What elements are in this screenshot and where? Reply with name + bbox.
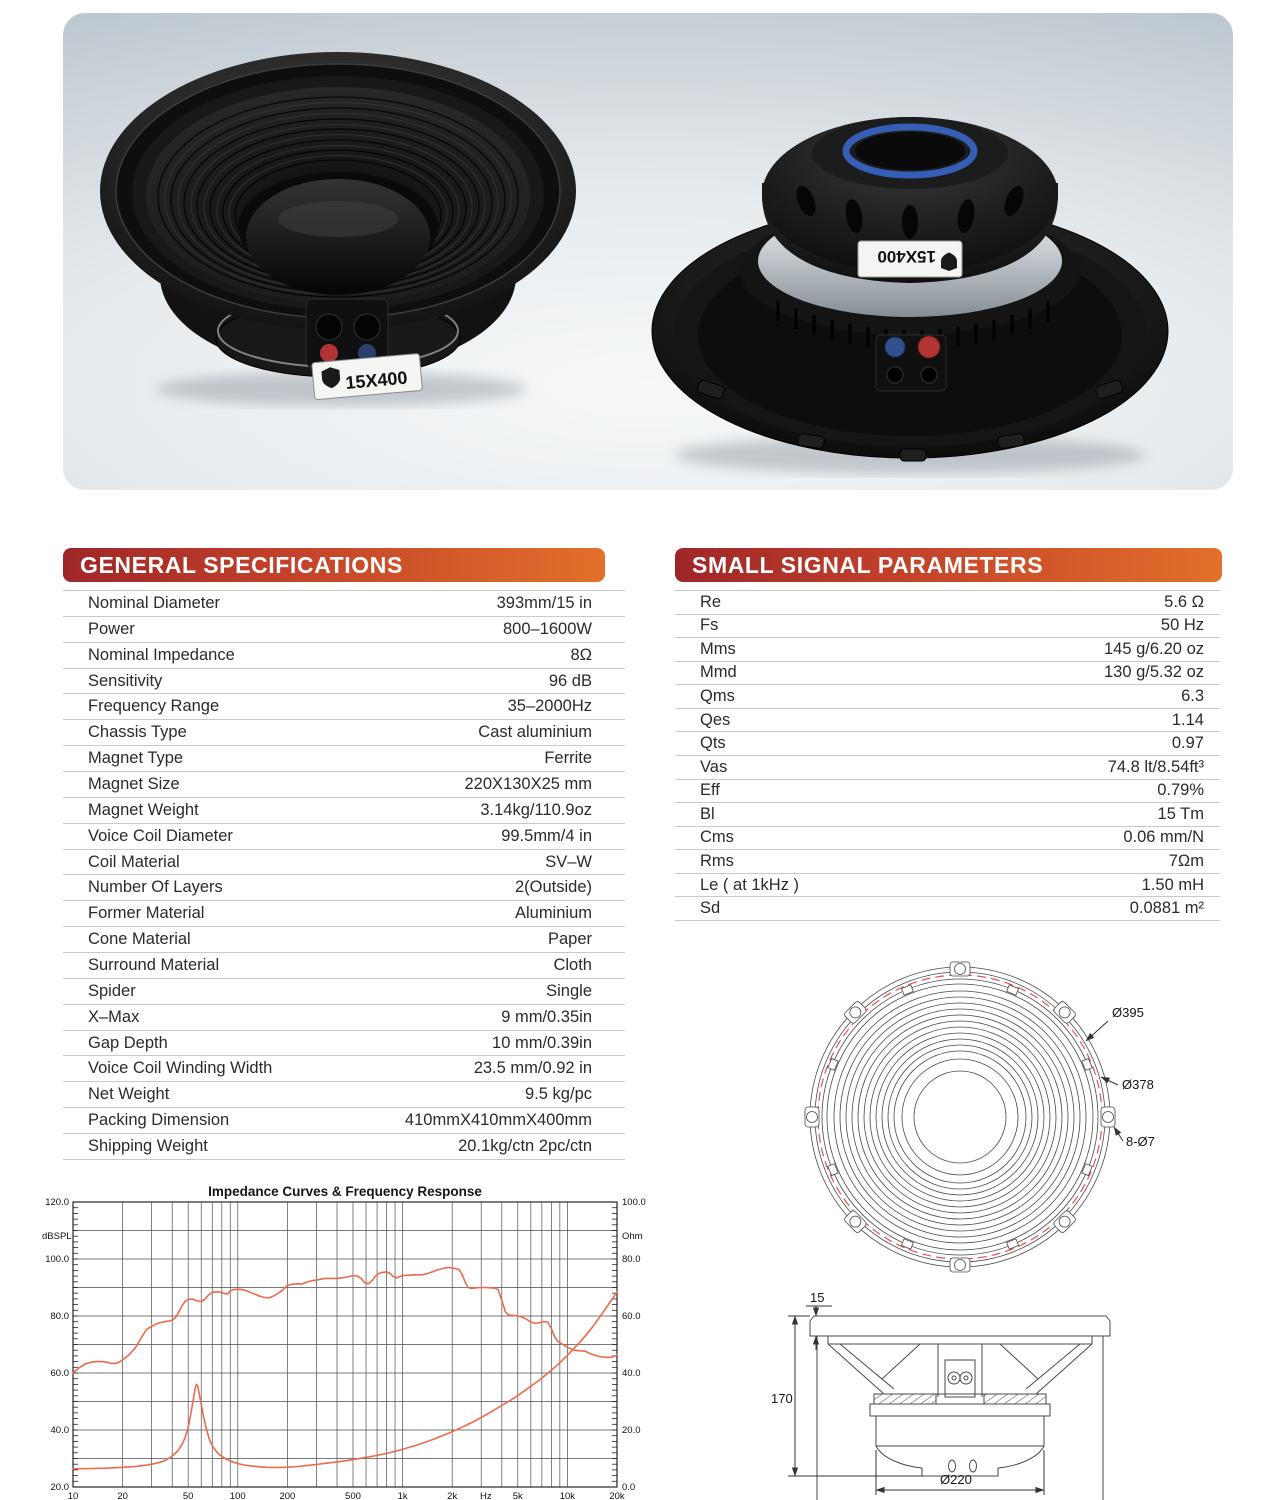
spec-label: Voice Coil Diameter bbox=[88, 826, 233, 845]
front-view-drawing bbox=[805, 962, 1155, 1272]
spec-row bbox=[63, 875, 625, 901]
spec-label: Number Of Layers bbox=[88, 878, 223, 897]
spec-label: Coil Material bbox=[88, 852, 180, 871]
spec-row bbox=[675, 827, 1220, 851]
spec-label: Chassis Type bbox=[88, 723, 187, 742]
spec-label: Magnet Weight bbox=[88, 800, 199, 819]
svg-text:80.0: 80.0 bbox=[50, 1311, 69, 1322]
svg-text:0.0: 0.0 bbox=[622, 1482, 636, 1493]
product-photo-panel bbox=[63, 13, 1233, 490]
mounting-tab bbox=[1053, 1000, 1077, 1024]
mounting-tab bbox=[950, 962, 970, 976]
spec-value: 20.1kg/ctn 2pc/ctn bbox=[458, 1136, 592, 1155]
svg-text:500: 500 bbox=[345, 1491, 361, 1500]
terminal bbox=[921, 367, 937, 383]
model-label-plate-rear bbox=[858, 241, 962, 277]
spec-row bbox=[675, 591, 1220, 615]
spec-row bbox=[63, 1056, 625, 1082]
spec-label: Qms bbox=[700, 687, 735, 706]
spec-label: Vas bbox=[700, 757, 728, 776]
spec-row bbox=[63, 1082, 625, 1108]
spec-label: Nominal Impedance bbox=[88, 645, 235, 664]
terminal-negative-blue bbox=[885, 337, 905, 357]
spec-row bbox=[63, 901, 625, 927]
left-speaker-photo bbox=[83, 31, 588, 426]
spec-row bbox=[63, 617, 625, 643]
spec-row bbox=[63, 850, 625, 876]
spec-row bbox=[63, 1031, 625, 1057]
spec-label: Rms bbox=[700, 851, 734, 870]
spec-row bbox=[63, 669, 625, 695]
spec-value: 145 g/6.20 oz bbox=[1104, 639, 1204, 658]
spec-row bbox=[63, 1108, 625, 1134]
spec-value: 1.50 mH bbox=[1141, 875, 1204, 894]
dimension-label-flange-thickness: 15 bbox=[810, 1290, 825, 1305]
spec-value: 8Ω bbox=[570, 645, 592, 664]
spec-row bbox=[63, 720, 625, 746]
mounting-tab bbox=[1053, 1210, 1077, 1234]
spec-value: 393mm/15 in bbox=[496, 593, 592, 612]
spec-value: 3.14kg/110.9oz bbox=[480, 800, 592, 819]
svg-text:60.0: 60.0 bbox=[622, 1311, 641, 1322]
spec-row bbox=[675, 780, 1220, 804]
small-signal-parameters-header bbox=[675, 548, 1222, 582]
spec-row bbox=[63, 953, 625, 979]
spec-row bbox=[63, 772, 625, 798]
spec-row bbox=[675, 732, 1220, 756]
spec-value: Ferrite bbox=[544, 749, 592, 768]
spec-label: Frequency Range bbox=[88, 697, 220, 716]
terminal bbox=[887, 367, 903, 383]
svg-text:10k: 10k bbox=[559, 1491, 576, 1500]
spec-row bbox=[63, 824, 625, 850]
svg-text:20.0: 20.0 bbox=[622, 1425, 641, 1436]
small-signal-parameters-title: SMALL SIGNAL PARAMETERS bbox=[692, 552, 1044, 578]
terminal bbox=[316, 314, 342, 340]
small-signal-parameters-table bbox=[675, 590, 1220, 921]
spec-label: Re bbox=[700, 592, 722, 611]
spec-value: 9 mm/0.35in bbox=[501, 1007, 592, 1026]
spec-label: Surround Material bbox=[88, 955, 220, 974]
spec-label: Cms bbox=[700, 828, 734, 847]
spec-row bbox=[675, 897, 1220, 921]
spec-value: 50 Hz bbox=[1160, 616, 1204, 635]
spec-row bbox=[675, 638, 1220, 662]
spec-value: Cloth bbox=[553, 955, 592, 974]
rim-notch bbox=[828, 1164, 838, 1176]
model-label-text: 15X400 bbox=[344, 367, 409, 393]
svg-text:Hz: Hz bbox=[480, 1491, 492, 1500]
spec-value: Paper bbox=[547, 930, 592, 949]
spec-value: 96 dB bbox=[548, 671, 592, 690]
spec-label: Magnet Size bbox=[88, 774, 180, 793]
spec-row bbox=[63, 1134, 625, 1160]
svg-text:Impedance Curves & Frequency: Impedance Curves & Frequency Response bbox=[208, 1184, 482, 1199]
spec-row bbox=[675, 803, 1220, 827]
dimension-label-outer-diameter: Ø395 bbox=[1112, 1005, 1144, 1020]
spec-value: 220X130X25 mm bbox=[464, 774, 592, 793]
mounting-tab bbox=[805, 1107, 819, 1127]
spec-row bbox=[63, 979, 625, 1005]
spec-value: 0.97 bbox=[1171, 734, 1204, 753]
spec-row bbox=[675, 662, 1220, 686]
svg-text:100.0: 100.0 bbox=[622, 1197, 646, 1208]
spec-value: 99.5mm/4 in bbox=[501, 826, 592, 845]
spec-row bbox=[675, 756, 1220, 780]
spec-label: Qes bbox=[700, 710, 731, 729]
svg-text:50: 50 bbox=[182, 1491, 194, 1500]
spec-label: X–Max bbox=[88, 1007, 140, 1026]
spec-value: 130 g/5.32 oz bbox=[1104, 663, 1204, 682]
impedance-frequency-chart bbox=[40, 1183, 665, 1500]
spec-value: 35–2000Hz bbox=[507, 697, 592, 716]
svg-text:40.0: 40.0 bbox=[50, 1425, 69, 1436]
spec-value: 0.06 mm/N bbox=[1123, 828, 1204, 847]
spec-value: 9.5 kg/pc bbox=[525, 1085, 592, 1104]
spec-label: Magnet Type bbox=[88, 749, 184, 768]
spec-row bbox=[675, 615, 1220, 639]
svg-text:10: 10 bbox=[67, 1491, 79, 1500]
spec-value: 5.6 Ω bbox=[1164, 592, 1204, 611]
spec-row bbox=[63, 1005, 625, 1031]
spec-label: Voice Coil Winding Width bbox=[88, 1059, 273, 1078]
svg-text:dBSPL: dBSPL bbox=[42, 1231, 72, 1243]
spec-label: Spider bbox=[88, 981, 136, 1000]
dimension-label-bolt-circle: Ø378 bbox=[1122, 1077, 1154, 1092]
dimension-label-magnet-diameter: Ø220 bbox=[940, 1472, 972, 1487]
mounting-tab bbox=[950, 1258, 970, 1272]
terminal-positive-red bbox=[320, 344, 338, 362]
spec-row bbox=[675, 709, 1220, 733]
spec-value: 10 mm/0.39in bbox=[492, 1033, 592, 1052]
dimension-label-mounting-holes: 8-Ø7 bbox=[1126, 1134, 1155, 1149]
general-specifications-header bbox=[63, 548, 605, 582]
mounting-tab bbox=[843, 1210, 867, 1234]
spec-row bbox=[63, 643, 625, 669]
spec-label: Mmd bbox=[700, 663, 737, 682]
spec-value: SV–W bbox=[545, 852, 592, 871]
spec-value: 6.3 bbox=[1181, 687, 1204, 706]
spec-row bbox=[63, 746, 625, 772]
spec-label: Le ( at 1kHz ) bbox=[700, 875, 800, 894]
spec-row bbox=[675, 850, 1220, 874]
spec-label: Sd bbox=[700, 899, 721, 918]
dimension-label-total-height: 170 bbox=[771, 1391, 793, 1406]
spec-value: 800–1600W bbox=[503, 619, 592, 638]
spec-label: Nominal Diameter bbox=[88, 593, 221, 612]
spec-label: Net Weight bbox=[88, 1085, 170, 1104]
spec-row bbox=[63, 694, 625, 720]
svg-text:2k: 2k bbox=[447, 1491, 458, 1500]
spec-row bbox=[675, 685, 1220, 709]
svg-text:60.0: 60.0 bbox=[50, 1368, 69, 1379]
spec-value: 74.8 lt/8.54ft³ bbox=[1107, 757, 1204, 776]
bolt-circle-dashed bbox=[818, 975, 1102, 1259]
spec-row bbox=[63, 798, 625, 824]
rim-notch bbox=[1007, 985, 1019, 995]
spec-value: 1.14 bbox=[1171, 710, 1204, 729]
spec-value: 0.79% bbox=[1157, 781, 1204, 800]
spec-value: Cast aluminium bbox=[478, 723, 592, 742]
spec-label: Power bbox=[88, 619, 135, 638]
vent-mesh bbox=[855, 132, 965, 170]
spec-label: Bl bbox=[700, 804, 715, 823]
spec-row bbox=[63, 591, 625, 617]
model-label-text-rear: 15X400 bbox=[877, 247, 936, 266]
dust-cap-highlight bbox=[278, 201, 398, 237]
svg-text:40.0: 40.0 bbox=[622, 1368, 641, 1379]
spec-label: Cone Material bbox=[88, 930, 191, 949]
mounting-tab bbox=[1101, 1107, 1115, 1127]
spec-label: Packing Dimension bbox=[88, 1111, 230, 1130]
svg-text:Ohm: Ohm bbox=[622, 1231, 643, 1243]
spec-value: Single bbox=[546, 981, 592, 1000]
terminal bbox=[354, 314, 380, 340]
general-specifications-title: GENERAL SPECIFICATIONS bbox=[80, 552, 403, 578]
spec-label: Eff bbox=[700, 781, 720, 800]
svg-text:100: 100 bbox=[229, 1491, 246, 1500]
spec-label: Sensitivity bbox=[88, 671, 163, 690]
spec-value: Aluminium bbox=[514, 904, 592, 923]
spec-value: 23.5 mm/0.92 in bbox=[473, 1059, 592, 1078]
spec-label: Fs bbox=[700, 616, 719, 635]
right-speaker-photo bbox=[638, 83, 1183, 488]
svg-text:200: 200 bbox=[279, 1491, 296, 1500]
technical-drawing bbox=[770, 945, 1190, 1500]
spec-label: Gap Depth bbox=[88, 1033, 168, 1052]
terminal-positive-red bbox=[918, 336, 940, 358]
rim-notch bbox=[1007, 1239, 1019, 1249]
mounting-tab bbox=[843, 1000, 867, 1024]
spec-value: 0.0881 m² bbox=[1129, 899, 1204, 918]
spec-value: 2(Outside) bbox=[514, 878, 592, 897]
svg-text:20k: 20k bbox=[609, 1491, 625, 1500]
spec-row bbox=[675, 874, 1220, 898]
spec-value: 410mmX410mmX400mm bbox=[404, 1111, 592, 1130]
spec-value: 15 Tm bbox=[1157, 804, 1204, 823]
svg-text:120.0: 120.0 bbox=[45, 1197, 69, 1208]
spec-label: Mms bbox=[700, 639, 736, 658]
spec-label: Qts bbox=[700, 734, 726, 753]
spec-label: Former Material bbox=[88, 904, 205, 923]
svg-text:20.0: 20.0 bbox=[50, 1482, 69, 1493]
spec-label: Shipping Weight bbox=[88, 1136, 208, 1155]
spec-row bbox=[63, 927, 625, 953]
side-view-drawing bbox=[771, 1290, 1110, 1500]
svg-text:20: 20 bbox=[117, 1491, 128, 1500]
svg-text:1k: 1k bbox=[397, 1491, 408, 1500]
svg-text:80.0: 80.0 bbox=[622, 1254, 641, 1265]
spec-value: 7Ωm bbox=[1168, 851, 1204, 870]
svg-text:5k: 5k bbox=[512, 1491, 523, 1500]
svg-text:100.0: 100.0 bbox=[45, 1254, 69, 1265]
general-specifications-table bbox=[63, 590, 625, 1160]
